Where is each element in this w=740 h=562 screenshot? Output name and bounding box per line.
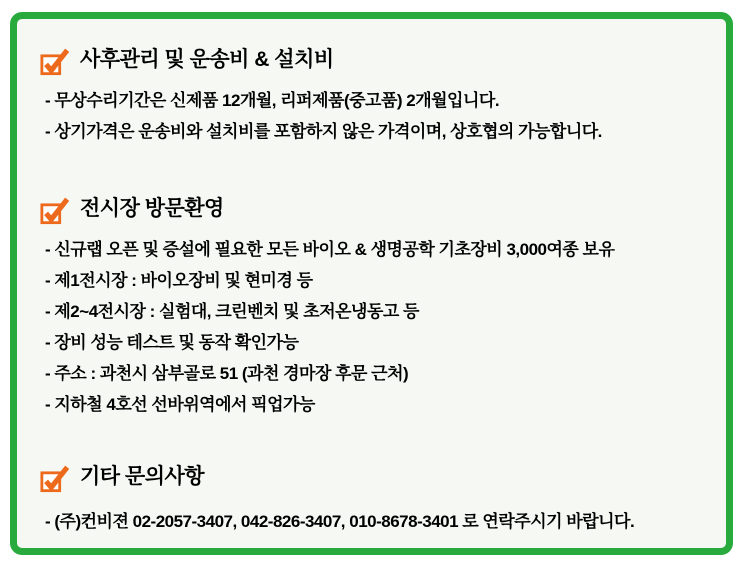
orange-checkbox-icon [40,463,70,493]
section-aftercare-items [40,85,706,147]
notice-panel [10,12,733,555]
list-item: - 지하철 4호선 선바위역에서 픽업가능 [45,395,315,414]
section-contact-title: 기타 문의사항 [80,465,205,488]
section-showroom-items [40,234,706,420]
section-aftercare-header [40,43,706,73]
orange-checkbox-icon [40,195,70,225]
list-item: - 제1전시장 : 바이오장비 및 현미경 등 [45,271,313,290]
orange-checkbox-icon [40,46,70,76]
section-contact-items [40,506,706,537]
list-item: - 무상수리기간은 신제품 12개월, 리퍼제품(중고품) 2개월입니다. [45,91,500,110]
list-item: - 신규랩 오픈 및 증설에 필요한 모든 바이오 & 생명공학 기초장비 3,000여종 보유 [45,240,615,259]
list-item: - 장비 성능 테스트 및 동작 확인가능 [45,333,299,352]
list-item: - 상기가격은 운송비와 설치비를 포함하지 않은 가격이며, 상호협의 가능합니다. [45,122,602,141]
list-item: - 제2~4전시장 : 실험대, 크린벤치 및 초저온냉동고 등 [45,302,419,321]
list-item: - 주소 : 과천시 삼부골로 51 (과천 경마장 후문 근처) [45,364,409,383]
section-aftercare-title: 사후관리 및 운송비 & 설치비 [80,48,334,71]
section-contact [40,460,706,537]
section-showroom-title: 전시장 방문환영 [80,197,224,220]
section-contact-header [40,460,706,490]
section-showroom-header [40,192,706,222]
section-aftercare [40,43,706,147]
list-item: - (주)컨비젼 02-2057-3407, 042-826-3407, 010-8678-3401 로 연락주시기 바랍니다. [45,512,635,531]
section-showroom [40,192,706,420]
